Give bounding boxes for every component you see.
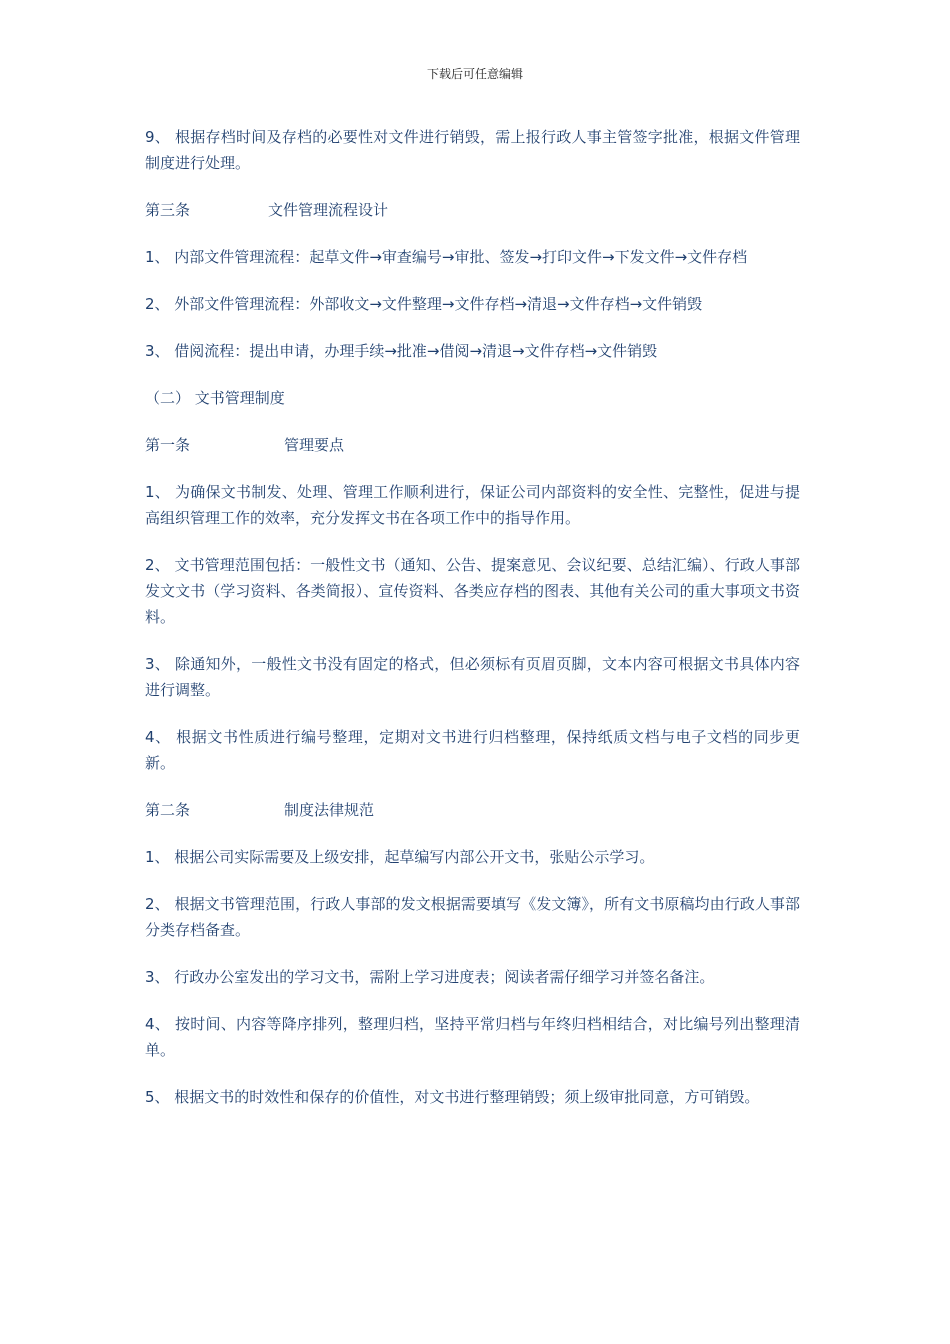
article-heading-1 (145, 432, 800, 458)
article-heading-2 (145, 797, 800, 823)
article-label: 第二条 (145, 801, 191, 819)
article-label: 第一条 (145, 436, 191, 454)
article-title: 文件管理流程设计 (268, 201, 389, 219)
section-heading: （二） 文书管理制度 (145, 389, 285, 407)
paragraph-point-2: 2、 文书管理范围包括：一般性文书（通知、公告、提案意见、会议纪要、总结汇编）、行政人事部发文文书（学习资料、各类简报）、宣传资料、各类应存档的图表、其他有关公司的重大事项文书资料。 (145, 556, 800, 626)
article-heading-3 (145, 197, 800, 223)
paragraph-point-3: 3、 除通知外，一般性文书没有固定的格式，但必须标有页眉页脚，文本内容可根据文书具体内容进行调整。 (145, 655, 800, 699)
paragraph-rule-5: 5、 根据文书的时效性和保存的价值性，对文书进行整理销毁；须上级审批同意，方可销毁。 (145, 1088, 760, 1106)
paragraph-flow-3: 3、 借阅流程：提出申请，办理手续→批准→借阅→清退→文件存档→文件销毁 (145, 342, 658, 360)
paragraph-rule-3: 3、 行政办公室发出的学习文书，需附上学习进度表；阅读者需仔细学习并签名备注。 (145, 968, 715, 986)
paragraph-point-4: 4、 根据文书性质进行编号整理，定期对文书进行归档整理，保持纸质文档与电子文档的同步更新。 (145, 728, 800, 772)
paragraph-item-9: 9、 根据存档时间及存档的必要性对文件进行销毁，需上报行政人事主管签字批准，根据文件管理制度进行处理。 (145, 128, 800, 172)
document-body (145, 124, 800, 1131)
page-header: 下载后可任意编辑 (426, 67, 523, 81)
paragraph-rule-4: 4、 按时间、内容等降序排列，整理归档，坚持平常归档与年终归档相结合，对比编号列出整理清单。 (145, 1015, 800, 1059)
paragraph-flow-1: 1、 内部文件管理流程：起草文件→审查编号→审批、签发→打印文件→下发文件→文件存档 (145, 248, 748, 266)
paragraph-rule-1: 1、 根据公司实际需要及上级安排，起草编写内部公开文书，张贴公示学习。 (145, 848, 655, 866)
article-label: 第三条 (145, 201, 191, 219)
paragraph-point-1: 1、 为确保文书制发、处理、管理工作顺利进行，保证公司内部资料的安全性、完整性，促进与提高组织管理工作的效率，充分发挥文书在各项工作中的指导作用。 (145, 483, 800, 527)
article-title: 制度法律规范 (284, 801, 375, 819)
article-title: 管理要点 (284, 436, 345, 454)
paragraph-rule-2: 2、 根据文书管理范围，行政人事部的发文根据需要填写《发文簿》，所有文书原稿均由行政人事部分类存档备查。 (145, 895, 800, 939)
paragraph-flow-2: 2、 外部文件管理流程：外部收文→文件整理→文件存档→清退→文件存档→文件销毁 (145, 295, 703, 313)
